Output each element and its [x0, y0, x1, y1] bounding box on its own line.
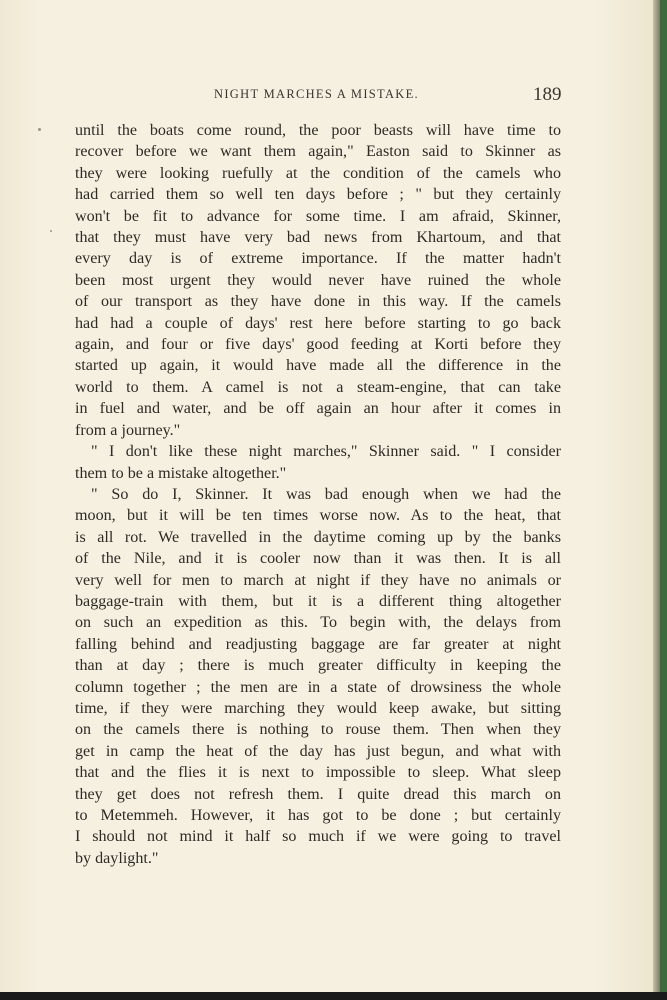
- text-line: had had a couple of days' rest here before starting to go back: [75, 314, 561, 332]
- text-line: very well for men to march at night if they have no animals or: [75, 571, 561, 589]
- text-line: to Metemmeh. However, it has got to be done ; but certainly: [75, 807, 561, 824]
- text-line: than at day ; there is much greater difficulty in keeping the: [75, 657, 561, 675]
- text-line: they were looking ruefully at the condition of the camels who: [75, 164, 561, 182]
- text-line: column together ; the men are in a state of drowsiness the whole: [75, 678, 561, 696]
- text-line: them to be a mistake altogether.": [75, 464, 287, 482]
- text-line: by daylight.": [75, 849, 159, 867]
- text-line: until the boats come round, the poor beasts will have time to: [75, 122, 561, 139]
- page-bottom-edge: [0, 992, 667, 1000]
- paper-speck: [38, 128, 41, 131]
- body-text: [75, 120, 561, 869]
- text-line: started up again, it would have made all the difference in the: [75, 357, 561, 375]
- text-line: on such an expedition as this. To begin with, the delays from: [75, 614, 561, 632]
- text-line: won't be fit to advance for some time. I am afraid, Skinner,: [75, 207, 561, 225]
- text-line: " I don't like these night marches," Skinner said. " I consider: [91, 443, 561, 461]
- text-line: time, if they were marching they would keep awake, but sitting: [75, 699, 561, 717]
- text-line: on the camels there is nothing to rouse them. Then when they: [75, 721, 561, 739]
- page-edge-shadow: [653, 0, 660, 992]
- text-line: again, and four or five days' good feeding at Korti before they: [75, 336, 561, 354]
- text-line: they get does not refresh them. I quite dread this march on: [75, 785, 561, 803]
- text-line: of the Nile, and it is cooler now than it was then. It is all: [75, 550, 561, 568]
- text-line: in fuel and water, and be off again an hour after it comes in: [75, 400, 561, 418]
- text-line: of our transport as they have done in this way. If the camels: [75, 293, 561, 311]
- text-line: I should not mind it half so much if we were going to travel: [75, 828, 561, 846]
- text-line: get in camp the heat of the day has just begun, and what with: [75, 742, 561, 760]
- text-line: that and the flies it is next to impossible to sleep. What sleep: [75, 764, 561, 782]
- text-line: had carried them so well ten days before ; " but they certainly: [75, 186, 561, 204]
- paper-speck: [50, 230, 52, 232]
- text-line: recover before we want them again," Easton said to Skinner as: [75, 143, 561, 161]
- page-number: 189: [533, 84, 562, 105]
- text-line: that they must have very bad news from Khartoum, and that: [75, 229, 561, 247]
- text-line: " So do I, Skinner. It was bad enough when we had the: [91, 485, 561, 503]
- running-title: NIGHT MARCHES A MISTAKE.: [214, 87, 419, 101]
- text-line: baggage-train with them, but it is a different thing altogether: [75, 592, 561, 610]
- page-header: [0, 84, 660, 108]
- text-line: moon, but it will be ten times worse now. As to the heat, that: [75, 507, 561, 525]
- text-line: is all rot. We travelled in the daytime coming up by the banks: [75, 528, 561, 546]
- text-line: every day is of extreme importance. If the matter hadn't: [75, 250, 561, 268]
- text-line: been most urgent they would never have ruined the whole: [75, 271, 561, 289]
- book-edge: [660, 0, 667, 1000]
- text-line: from a journey.": [75, 421, 181, 439]
- text-line: falling behind and readjusting baggage are far greater at night: [75, 635, 561, 653]
- text-line: world to them. A camel is not a steam-engine, that can take: [75, 378, 561, 396]
